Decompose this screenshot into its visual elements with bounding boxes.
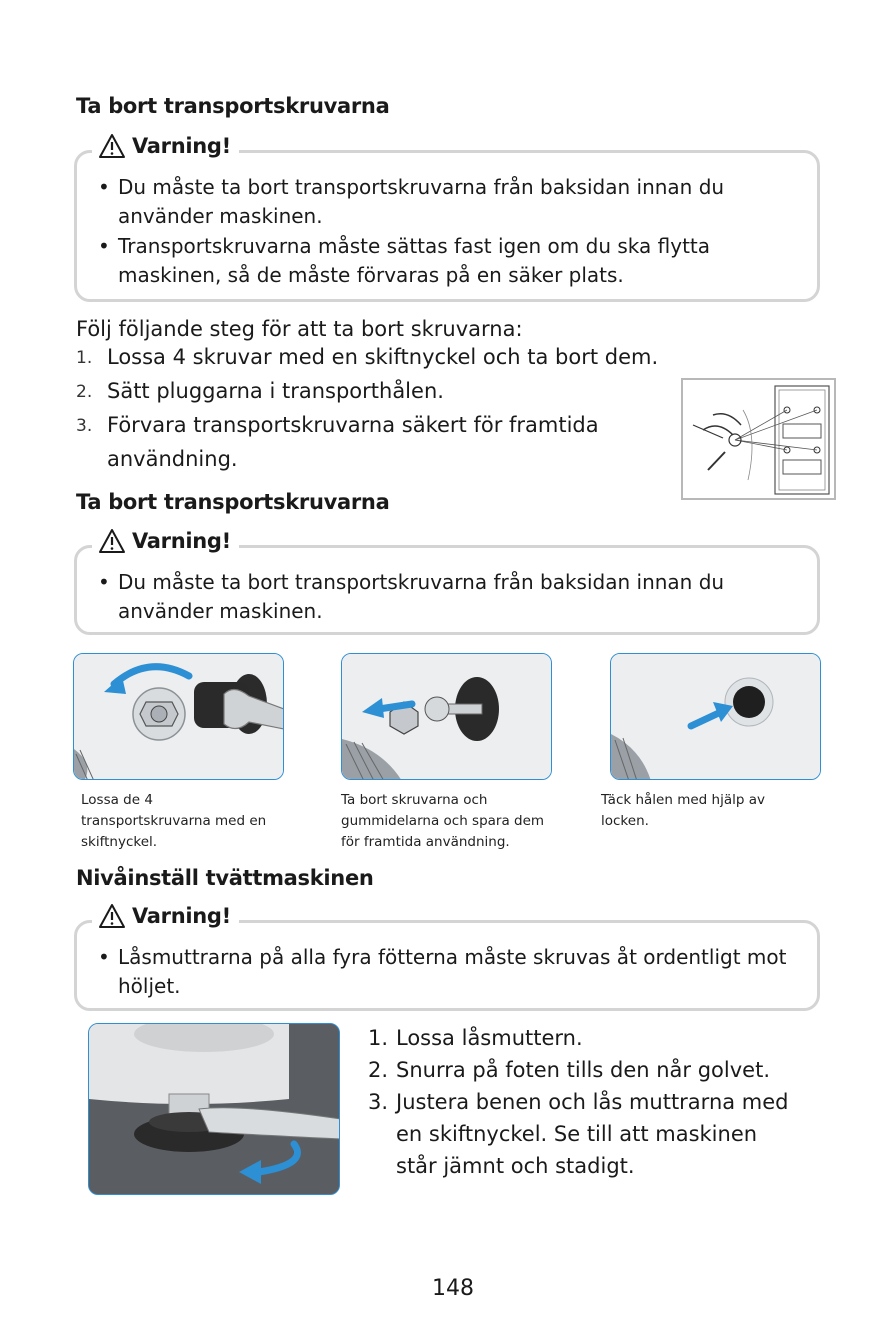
warning-header bbox=[92, 903, 239, 929]
leveling-step: 3. Justera benen och lås muttrarna med en skiftnyckel. Se till att maskinen står jämnt och stadigt. bbox=[368, 1090, 789, 1178]
warning-bullet: • Transportskruvarna måste sättas fast igen om du ska flytta maskinen, så de måste förvaras på en säker plats. bbox=[98, 234, 711, 287]
leveling-foot-illustration-icon bbox=[89, 1024, 340, 1195]
step-text: Sätt pluggarna i transporthålen. bbox=[107, 379, 444, 403]
photo-loosen-bolts bbox=[73, 653, 284, 780]
warning-title: Varning! bbox=[132, 134, 231, 158]
steps-intro: Följ följande steg för att ta bort skruvarna: bbox=[76, 317, 523, 341]
remove-bolts-illustration-icon bbox=[342, 654, 552, 780]
photo-remove-bolts bbox=[341, 653, 552, 780]
step-number: 2. bbox=[76, 382, 93, 402]
section-heading-transport-bolts: Ta bort transportskruvarna bbox=[76, 94, 390, 118]
page-number: 148 bbox=[432, 1276, 474, 1301]
warning-title: Varning! bbox=[132, 904, 231, 928]
step-text: användning. bbox=[107, 447, 238, 471]
warning-triangle-icon bbox=[98, 528, 126, 554]
warning-triangle-icon bbox=[98, 903, 126, 929]
leveling-step: 2. Snurra på foten tills den når golvet. bbox=[368, 1058, 770, 1082]
warning-triangle-icon bbox=[98, 133, 126, 159]
cover-holes-illustration-icon bbox=[611, 654, 821, 780]
photo-cover-holes bbox=[610, 653, 821, 780]
leveling-steps bbox=[368, 1022, 818, 1182]
step-text: Lossa 4 skruvar med en skiftnyckel och ta bort dem. bbox=[107, 345, 659, 369]
photo-caption: Lossa de 4 transportskruvarna med en skiftnyckel. bbox=[81, 792, 267, 850]
leveling-step: 1. Lossa låsmuttern. bbox=[368, 1026, 583, 1050]
warning-bullet: • Låsmuttrarna på alla fyra fötterna måste skruvas åt ordentligt mot höljet. bbox=[98, 945, 787, 998]
photo-caption: Ta bort skruvarna och gummidelarna och spara dem för framtida användning. bbox=[341, 792, 545, 850]
warning-bullet: • Du måste ta bort transportskruvarna från baksidan innan du använder maskinen. bbox=[98, 175, 725, 228]
photo-leveling-foot bbox=[88, 1023, 340, 1195]
section-heading-transport-bolts-2: Ta bort transportskruvarna bbox=[76, 490, 390, 514]
warning-bullet: • Du måste ta bort transportskruvarna från baksidan innan du använder maskinen. bbox=[98, 570, 725, 623]
warning-title: Varning! bbox=[132, 529, 231, 553]
step-number: 3. bbox=[76, 416, 93, 436]
machine-back-diagram bbox=[681, 378, 836, 500]
step-number: 1. bbox=[76, 348, 93, 368]
warning-header bbox=[92, 133, 239, 159]
photo-caption: Täck hålen med hjälp av locken. bbox=[601, 792, 765, 829]
section-heading-leveling: Nivåinställ tvättmaskinen bbox=[76, 866, 374, 890]
wrench-diagram-icon bbox=[683, 380, 834, 498]
loosen-bolts-illustration-icon bbox=[74, 654, 284, 780]
warning-header bbox=[92, 528, 239, 554]
step-text: Förvara transportskruvarna säkert för framtida bbox=[107, 413, 599, 437]
